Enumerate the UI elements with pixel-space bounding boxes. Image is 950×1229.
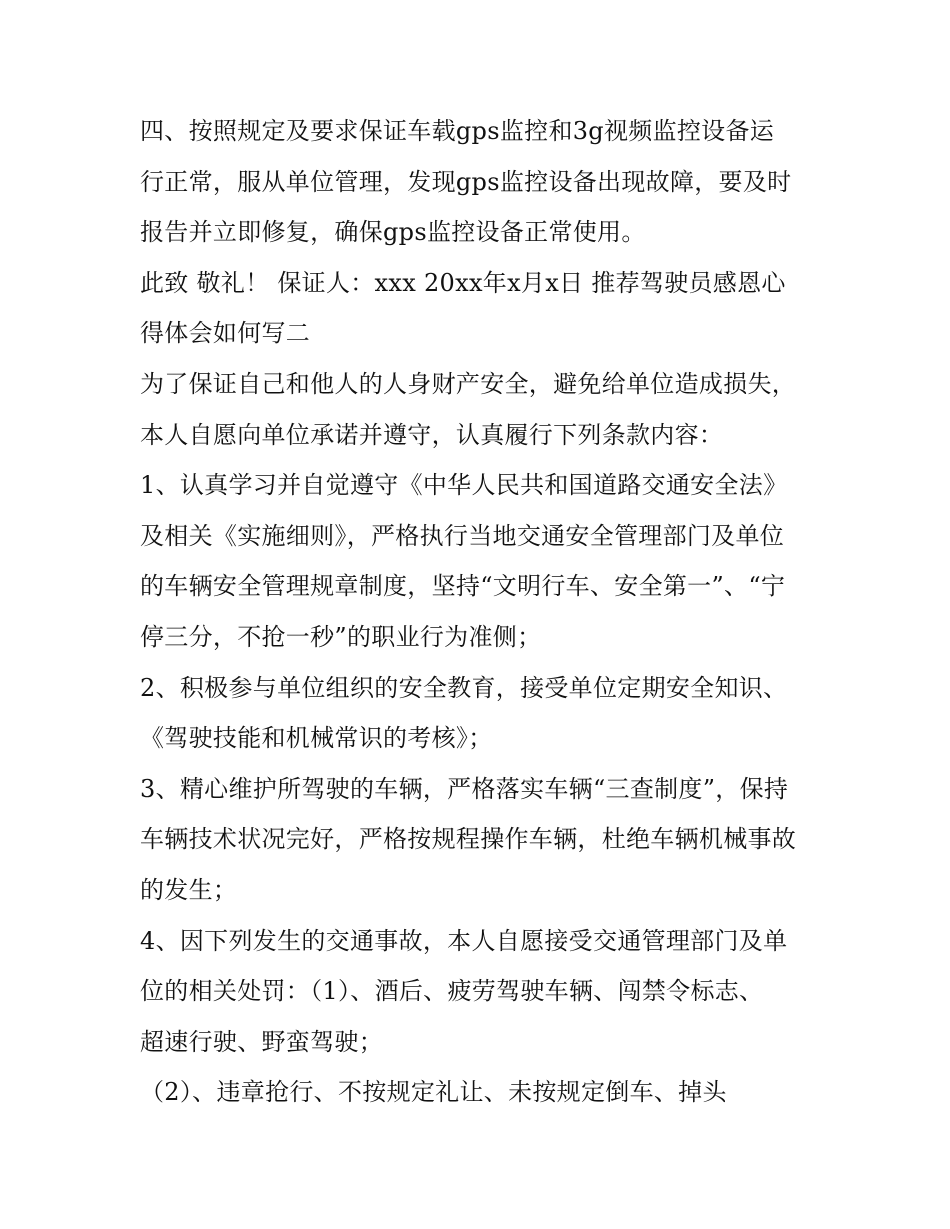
text-line: 此致 敬礼！ 保证人：xxx 20xx年x月x日 推荐驾驶员感恩心 — [140, 268, 786, 297]
text-line: 本人自愿向单位承诺并遵守，认真履行下列条款内容： — [140, 420, 724, 449]
text-line: 2、积极参与单位组织的安全教育，接受单位定期安全知识、 — [140, 673, 788, 702]
text-line: 行正常，服从单位管理，发现gps监控设备出现故障，要及时 — [140, 167, 792, 196]
text-line: 为了保证自己和他人的人身财产安全，避免给单位造成损失， — [140, 369, 797, 398]
text-line: （2）、违章抢行、不按规定礼让、未按规定倒车、掉头 — [140, 1078, 727, 1107]
text-line: 3、精心维护所驾驶的车辆，严格落实车辆“三查制度”，保持 — [140, 774, 789, 803]
text-line: 的发生； — [140, 875, 238, 904]
text-line: 1、认真学习并自觉遵守《中华人民共和国道路交通安全法》 — [140, 471, 788, 500]
text-line: 报告并立即修复，确保gps监控设备正常使用。 — [140, 218, 646, 247]
text-line: 4、因下列发生的交通事故，本人自愿接受交通管理部门及单 — [140, 926, 788, 955]
text-line: 车辆技术状况完好，严格按规程操作车辆，杜绝车辆机械事故 — [140, 825, 797, 854]
text-line: 停三分，不抢一秒”的职业行为准侧； — [140, 622, 542, 651]
text-line: 《驾驶技能和机械常识的考核》； — [140, 724, 493, 753]
text-line: 四、按照规定及要求保证车载gps监控和3g视频监控设备运 — [140, 117, 775, 145]
text-line: 的车辆安全管理规章制度，坚持“文明行车、安全第一”、“宁 — [140, 572, 786, 601]
document-body — [140, 106, 830, 1118]
text-line: 得体会如何写二 — [140, 319, 311, 348]
text-line: 超速行驶、野蛮驾驶； — [140, 1027, 383, 1056]
text-line: 及相关《实施细则》，严格执行当地交通安全管理部门及单位 — [140, 521, 785, 550]
text-line: 位的相关处罚：（1）、酒后、疲劳驾驶车辆、闯禁令标志、 — [140, 977, 764, 1006]
